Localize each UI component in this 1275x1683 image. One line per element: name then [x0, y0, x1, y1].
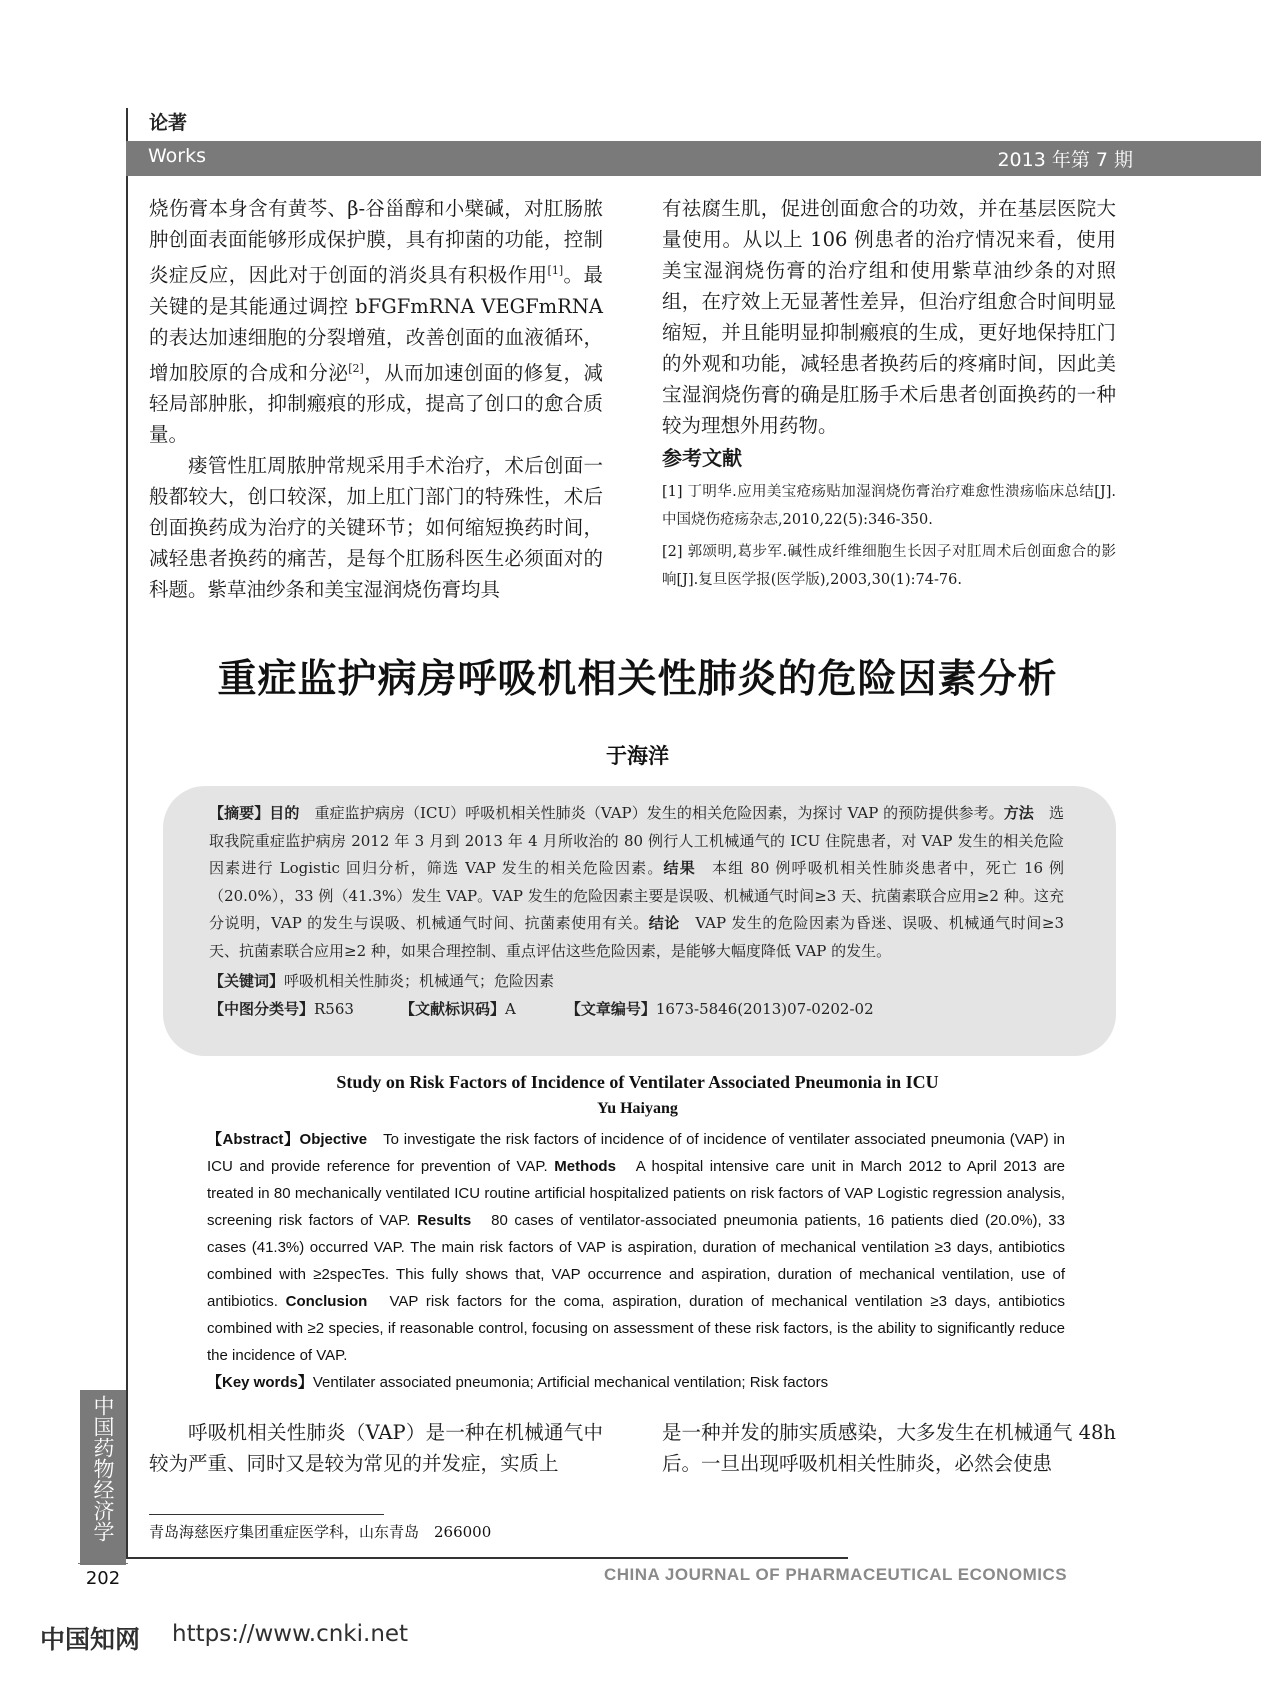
conclusion-label: Conclusion	[285, 1293, 368, 1310]
journal-name-en: CHINA JOURNAL OF PHARMACEUTICAL ECONOMICS	[604, 1565, 1068, 1584]
result-label: 结果	[663, 859, 696, 877]
clc-label: 【中图分类号】	[209, 999, 315, 1018]
keywords-label: 【Key words】	[207, 1374, 313, 1391]
doc-code-label: 【文献标识码】	[399, 999, 505, 1018]
abstract-cn	[209, 800, 1064, 1023]
text-run: ，从而加速创面的修复，减轻局部肿胀，抑制瘢痕的形成，提高了创口的愈合质量。	[149, 361, 603, 446]
intro-paragraph: 是一种并发的肺实质感染，大多发生在机械通气 48h 后。一旦出现呼吸机相关性肺炎，必然会使患	[662, 1421, 1116, 1475]
text-run: A hospital intensive care unit in March 2012 to April 2013 are treated in 80 mechanically ventilated ICU routine artificial hospitalized patients on risk factors of VAP Logistic regression analysis, screening risk factors of VAP.	[207, 1158, 1065, 1229]
abstract-label: 【Abstract】	[207, 1131, 300, 1148]
footnote-rule	[149, 1514, 384, 1515]
reference-item: [1] 丁明华.应用美宝疮疡贴加湿润烧伤膏治疗难愈性溃疡临床总结[J].中国烧伤疮疡杂志,2010,22(5):346-350.	[662, 484, 1116, 528]
author-affiliation: 青岛海慈医疗集团重症医学科，山东青岛 266000	[149, 1523, 492, 1541]
cnki-url-link[interactable]: https://www.cnki.net	[172, 1621, 409, 1647]
abstract-body	[209, 800, 1064, 965]
classification-row	[209, 996, 1064, 1024]
method-label: 方法	[1003, 804, 1034, 822]
body-column-left	[149, 193, 603, 605]
abstract-label: 【摘要】目的	[209, 804, 300, 822]
citation[interactable]: [2]	[348, 361, 364, 375]
doc-code-value: A	[504, 999, 516, 1018]
text-run: 重症监护病房（ICU）呼吸机相关性肺炎（VAP）发生的相关危险因素，为探讨 VAP 的预防提供参考。	[299, 804, 1004, 822]
article-number-label: 【文章编号】	[565, 999, 656, 1018]
left-margin-rule	[126, 108, 128, 1558]
body-paragraph: 瘘管性肛周脓肿常规采用手术治疗，术后创面一般都较大，创口较深，加上肛门部门的特殊性，术后创面换药成为治疗的关键环节；如何缩短换药时间，减轻患者换药的痛苦，是每个肛肠科医生必须面对的科题。紫草油纱条和美宝湿润烧伤膏均具	[149, 454, 603, 601]
keywords-cn	[209, 968, 1064, 996]
body-paragraph	[149, 193, 603, 450]
intro-column-left	[149, 1417, 603, 1479]
cnki-logo[interactable]: 中国知网	[40, 1625, 141, 1654]
text-run: VAP 发生的危险因素为昏迷、误吸、机械通气时间≥3 天、抗菌素联合应用≥2 种，如果合理控制、重点评估这些危险因素，是能够大幅度降低 VAP 的发生。	[209, 914, 1064, 960]
section-label-en: Works	[148, 145, 207, 167]
journal-name-vertical: 中国药物经济学	[91, 1395, 115, 1542]
keywords-label: 【关键词】	[209, 972, 285, 990]
text-run: 烧伤膏本身含有黄芩、β-谷甾醇和小檗碱，对肛肠脓肿创面表面能够形成保护膜，具有抑菌的功能，控制炎症反应，因此对于创面的消炎具有积极作用	[149, 197, 603, 287]
text-run: VAP risk factors for the coma, aspiration, duration of mechanical ventilation ≥3 days, antibiotics combined with ≥2 species, if reasonable control, focusing on assessment of these risk factors, is the ability to significantly reduce the incidence of VAP.	[207, 1293, 1065, 1364]
text-run: 80 cases of ventilator-associated pneumonia patients, 16 patients died (20.0%), 33 cases (41.3%) occurred VAP. The main risk factors of VAP is aspiration, duration of mechanical ventilation ≥3 days, antibiotics combined with ≥2specTes. This fully shows that, VAP occurrence and aspiration, duration of mechanical ventilation, use of antibiotics.	[207, 1212, 1065, 1310]
reference-item: [2] 郭颂明,葛步军.碱性成纤维细胞生长因子对肛周术后创面愈合的影响[J].复旦医学报(医学版),2003,30(1):74-76.	[662, 544, 1116, 588]
abstract-en-body	[207, 1126, 1065, 1369]
body-paragraph: 有祛腐生肌，促进创面愈合的功效，并在基层医院大量使用。从以上 106 例患者的治疗情况来看，使用美宝湿润烧伤膏的治疗组和使用紫草油纱条的对照组，在疗效上无显著性差异，但治疗组愈合时间明显缩短，并且能明显抑制瘢痕的生成，更好地保持肛门的外观和功能，减轻患者换药后的疼痛时间，因此美宝湿润烧伤膏的确是肛肠手术后患者创面换药的一种较为理想外用药物。	[662, 197, 1116, 437]
references-heading: 参考文献	[662, 446, 742, 470]
intro-paragraph: 呼吸机相关性肺炎（VAP）是一种在机械通气中较为严重、同时又是较为常见的并发症，实质上	[149, 1421, 603, 1475]
intro-column-right	[662, 1417, 1116, 1479]
text-run: 本组 80 例呼吸机相关性肺炎患者中，死亡 16 例（20.0%），33 例（41.3%）发生 VAP。VAP 发生的危险因素主要是误吸、机械通气时间≥3 天、抗菌素联合应用≥2 种。这充分说明，VAP 的发生与误吸、机械通气时间、抗菌素使用有关。	[209, 859, 1064, 932]
article-title: 重症监护病房呼吸机相关性肺炎的危险因素分析	[217, 657, 1058, 702]
keywords-en	[207, 1369, 1065, 1396]
issue-label: 2013 年第 7 期	[997, 149, 1133, 171]
footer-rule	[126, 1557, 848, 1559]
text-run: 选取我院重症监护病房 2012 年 3 月到 2013 年 4 月所收治的 80 例行人工机械通气的 ICU 住院患者，对 VAP 发生的相关危险因素进行 Logistic 回归分析，筛选 VAP 发生的相关危险因素。	[209, 804, 1064, 877]
text-run: 。最关键的是其能通过调控 bFGFmRNA VEGFmRNA 的表达加速细胞的分裂增殖，改善创面的血液循环，增加胶原的合成和分泌	[149, 263, 603, 384]
objective-label: Objective	[299, 1131, 368, 1148]
clc-value: R563	[314, 999, 354, 1018]
page-number: 202	[85, 1568, 121, 1589]
abstract-en	[207, 1126, 1065, 1396]
conclusion-label: 结论	[648, 914, 680, 932]
english-author: Yu Haiyang	[597, 1100, 678, 1117]
text-run: To investigate the risk factors of incidence of of incidence of ventilater associated pneumonia (VAP) in ICU and provide reference for prevention of VAP.	[207, 1131, 1065, 1175]
keywords-text: 呼吸机相关性肺炎；机械通气；危险因素	[284, 972, 555, 990]
english-title: Study on Risk Factors of Incidence of Ventilater Associated Pneumonia in ICU	[336, 1072, 939, 1092]
body-column-right	[662, 193, 1116, 594]
section-label-cn: 论著	[149, 112, 188, 134]
keywords-text: Ventilater associated pneumonia; Artificial mechanical ventilation; Risk factors	[312, 1374, 829, 1391]
citation[interactable]: [1]	[547, 264, 564, 277]
methods-label: Methods	[554, 1158, 616, 1175]
results-label: Results	[417, 1212, 472, 1229]
article-number-value: 1673-5846(2013)07-0202-02	[655, 999, 874, 1018]
article-author: 于海洋	[606, 744, 669, 768]
